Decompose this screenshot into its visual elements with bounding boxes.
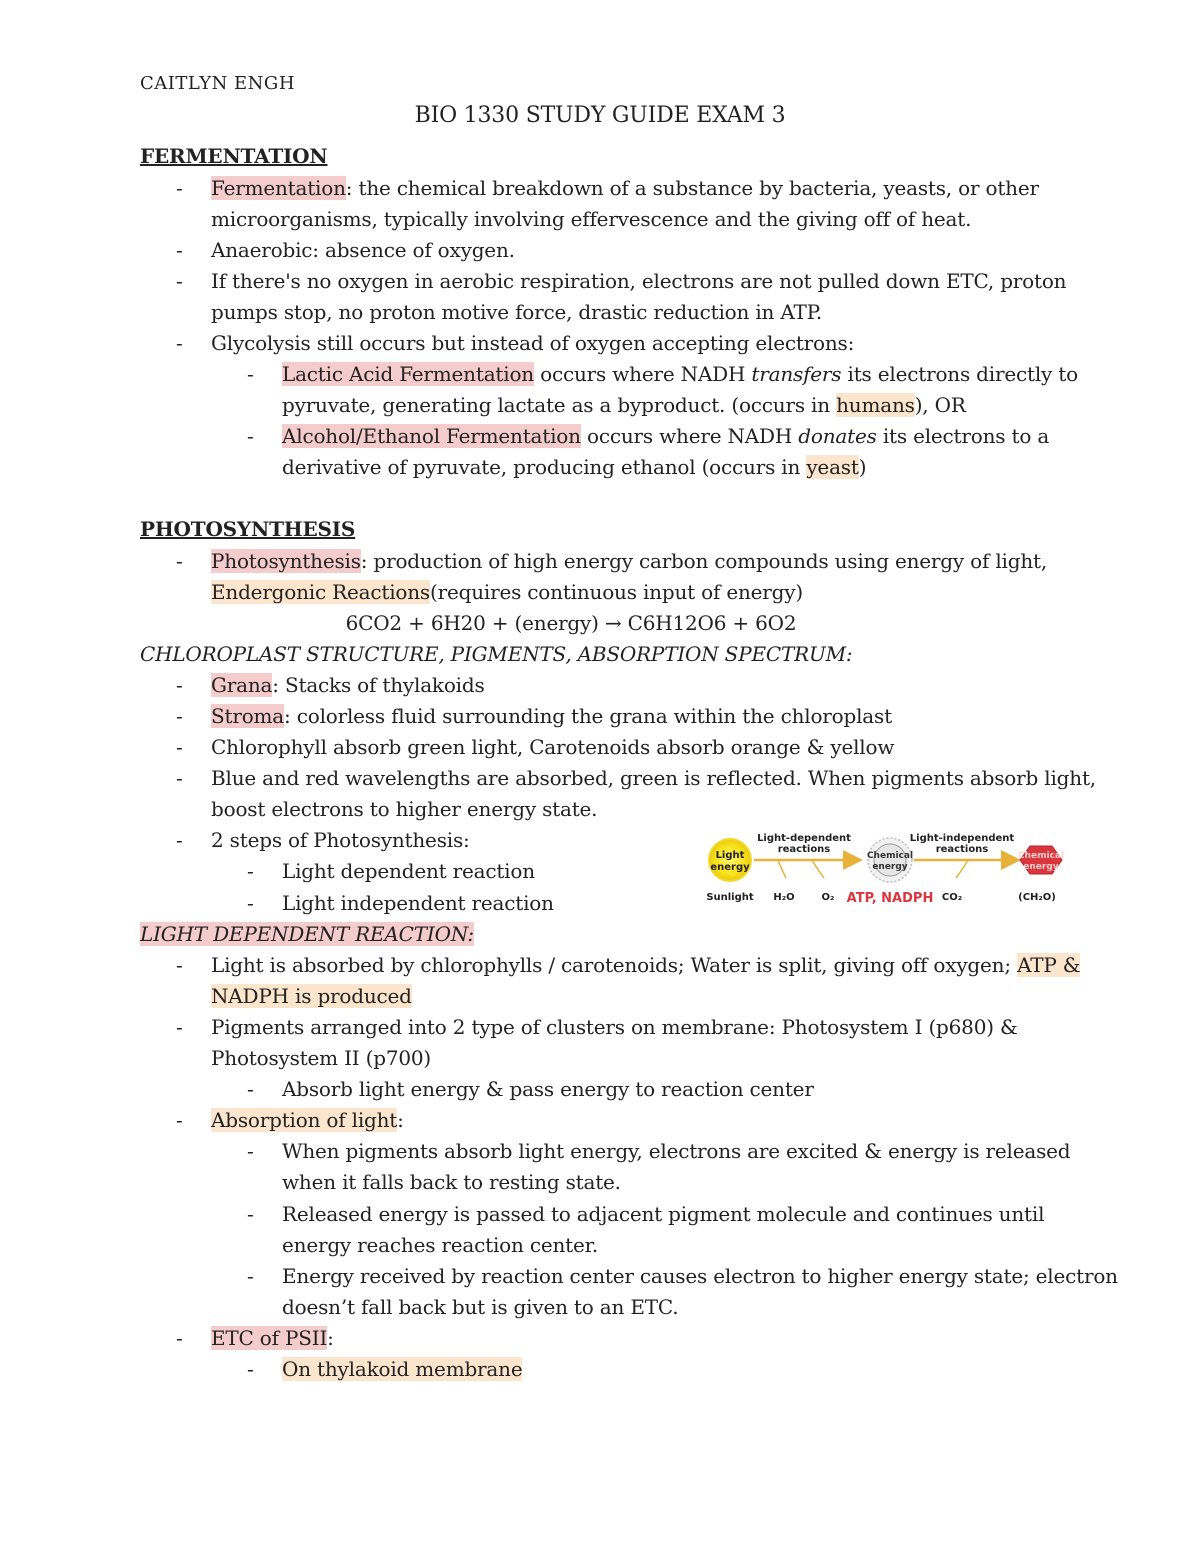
bullet-text: occurs where NADH — [580, 424, 799, 448]
bullet-dash: - — [247, 1264, 254, 1288]
subbullet-light-independent: Light independent reaction — [282, 891, 554, 915]
bullet-text: its electrons to a — [876, 424, 1050, 448]
bullet-continuation — [282, 455, 866, 479]
bullet-dash: - — [247, 1202, 254, 1226]
highlight-term: Lactic Acid Fermentation — [282, 362, 534, 386]
bullet-dash: - — [247, 424, 254, 448]
bullet-glycolysis: Glycolysis still occurs but instead of oxygen accepting electrons: — [211, 331, 855, 355]
italic-word: transfers — [751, 362, 842, 386]
h2o-label: H₂O — [773, 892, 795, 903]
chemical-energy-label-1: Chemical — [866, 851, 914, 861]
bullet-continuation: energy reaches reaction center. — [282, 1233, 598, 1257]
bullet-grana — [211, 673, 485, 697]
bullet-text: Light is absorbed by chlorophylls / carotenoids; Water is split, giving off oxygen; — [211, 953, 1018, 977]
highlight-term: NADPH is produced — [211, 984, 412, 1008]
subheading-chloroplast: CHLOROPLAST STRUCTURE, PIGMENTS, ABSORPTION SPECTRUM: — [140, 642, 853, 666]
bullet-continuation: pumps stop, no proton motive force, drastic reduction in ATP. — [211, 300, 823, 324]
highlight-term: Alcohol/Ethanol Fermentation — [282, 424, 581, 448]
bullet-dash: - — [176, 549, 183, 573]
author-name: CAITLYN ENGH — [140, 73, 296, 94]
bullet-continuation: boost electrons to higher energy state. — [211, 797, 598, 821]
bullet-text: (requires continuous input of energy) — [430, 580, 803, 604]
highlight-term: Photosynthesis — [211, 549, 361, 573]
bullet-continuation: doesn’t fall back but is given to an ETC. — [282, 1295, 679, 1319]
photosynthesis-diagram — [700, 826, 1070, 910]
bullet-dash: - — [176, 1326, 183, 1350]
ch2o-label: (CH₂O) — [1018, 892, 1056, 903]
photosynthesis-equation: 6CO2 + 6H20 + (energy) → C6H12O6 + 6O2 — [345, 611, 797, 635]
bullet-dash: - — [176, 735, 183, 759]
bullet-text: ) — [858, 455, 867, 479]
subbullet-light-dependent: Light dependent reaction — [282, 859, 535, 883]
document-title: BIO 1330 STUDY GUIDE EXAM 3 — [414, 103, 786, 128]
bullet-text: : colorless fluid surrounding the grana within the chloroplast — [284, 704, 892, 728]
bullet-text: : production of high energy carbon compounds using energy of light, — [360, 549, 1048, 573]
bullet-text: occurs where NADH — [533, 362, 752, 386]
o2-output-arrow — [812, 860, 824, 878]
bullet-dash: - — [176, 673, 183, 697]
bullet-dash: - — [176, 828, 183, 852]
ld-reactions-label-1: Light-dependent — [757, 833, 851, 844]
bullet-dash: - — [176, 269, 183, 293]
bullet-text: : the chemical breakdown of a substance by bacteria, yeasts, or other — [345, 176, 1039, 200]
highlight-term: ATP & — [1017, 953, 1081, 977]
bullet-dash: - — [176, 176, 183, 200]
highlight-term: ETC of PSII — [211, 1326, 328, 1350]
bullet-fermentation-definition — [211, 176, 1039, 200]
bullet-two-steps: 2 steps of Photosynthesis: — [211, 828, 470, 852]
bullet-text: its electrons directly to — [841, 362, 1078, 386]
bullet-dash: - — [247, 1139, 254, 1163]
highlight-term: On thylakoid membrane — [282, 1357, 523, 1381]
chemical-energy-output-label-2: energy — [1023, 862, 1059, 872]
bullet-stroma — [211, 704, 892, 728]
bullet-dash: - — [176, 953, 183, 977]
highlight-term: LIGHT DEPENDENT REACTION: — [140, 922, 474, 946]
highlight-term: Fermentation — [211, 176, 346, 200]
bullet-text: derivative of pyruvate, producing ethanol (occurs in — [282, 455, 807, 479]
subheading-light-dependent — [140, 922, 474, 946]
sunlight-label: Sunlight — [706, 892, 754, 903]
subbullet-reaction-center: Energy received by reaction center causes electron to higher energy state; electron — [282, 1264, 1118, 1288]
bullet-dash: - — [247, 1357, 254, 1381]
bullet-text: : Stacks of thylakoids — [272, 673, 485, 697]
bullet-dash: - — [176, 1108, 183, 1132]
bullet-text: : — [397, 1108, 404, 1132]
bullet-absorption-of-light — [211, 1108, 404, 1132]
chemical-energy-label-2: energy — [872, 862, 908, 872]
bullet-dash: - — [247, 1077, 254, 1101]
bullet-photosynthesis-definition — [211, 549, 1047, 573]
bullet-pigments-arranged: Pigments arranged into 2 type of clusters on membrane: Photosystem I (p680) & — [211, 1015, 1018, 1039]
bullet-dash: - — [176, 238, 183, 262]
bullet-dash: - — [176, 704, 183, 728]
subbullet-alcohol — [282, 424, 1049, 448]
bullet-light-absorbed — [211, 953, 1080, 977]
highlight-term: humans — [836, 393, 915, 417]
subbullet-thylakoid — [282, 1357, 522, 1381]
bullet-text: : — [327, 1326, 334, 1350]
bullet-wavelengths: Blue and red wavelengths are absorbed, green is reflected. When pigments absorb light, — [211, 766, 1096, 790]
li-reactions-label-1: Light-independent — [909, 833, 1015, 844]
li-reactions-label-2: reactions — [935, 844, 989, 855]
bullet-dash: - — [176, 331, 183, 355]
co2-label: CO₂ — [941, 892, 963, 903]
bullet-text: ), OR — [914, 393, 966, 417]
light-energy-label-2: energy — [710, 862, 750, 873]
section-heading-fermentation: FERMENTATION — [140, 144, 328, 168]
h2o-input-arrow — [778, 860, 786, 878]
subbullet-absorb-pass: Absorb light energy & pass energy to reaction center — [282, 1077, 814, 1101]
chemical-energy-output-label-1: Chemical — [1017, 851, 1065, 861]
bullet-dash: - — [176, 766, 183, 790]
subbullet-excited: When pigments absorb light energy, electrons are excited & energy is released — [282, 1139, 1071, 1163]
co2-input-arrow — [956, 860, 968, 878]
subbullet-released-energy: Released energy is passed to adjacent pigment molecule and continues until — [282, 1202, 1045, 1226]
highlight-term: Stroma — [211, 704, 285, 728]
light-energy-label-1: Light — [715, 850, 745, 861]
section-heading-photosynthesis: PHOTOSYNTHESIS — [140, 517, 356, 541]
bullet-continuation: when it falls back to resting state. — [282, 1170, 621, 1194]
bullet-dash: - — [247, 891, 254, 915]
bullet-continuation — [282, 393, 966, 417]
o2-label: O₂ — [821, 892, 835, 903]
bullet-continuation: Photosystem II (p700) — [211, 1046, 432, 1070]
bullet-chlorophyll: Chlorophyll absorb green light, Carotenoids absorb orange & yellow — [211, 735, 895, 759]
italic-word: donates — [798, 424, 877, 448]
bullet-etc-psii — [211, 1326, 334, 1350]
highlight-term: yeast — [806, 455, 859, 479]
atp-nadph-label: ATP, NADPH — [846, 891, 934, 906]
photosynthesis-diagram-svg — [700, 826, 1070, 910]
bullet-dash: - — [176, 1015, 183, 1039]
highlight-term: Grana — [211, 673, 273, 697]
bullet-continuation: microorganisms, typically involving effervescence and the giving off of heat. — [211, 207, 972, 231]
bullet-continuation — [211, 580, 803, 604]
bullet-dash: - — [247, 362, 254, 386]
bullet-anaerobic: Anaerobic: absence of oxygen. — [211, 238, 515, 262]
bullet-text: pyruvate, generating lactate as a byproduct. (occurs in — [282, 393, 837, 417]
highlight-term: Absorption of light — [211, 1108, 398, 1132]
ld-reactions-label-2: reactions — [777, 844, 831, 855]
highlight-term: Endergonic Reactions — [211, 580, 430, 604]
subbullet-lactic-acid — [282, 362, 1078, 386]
bullet-dash: - — [247, 859, 254, 883]
bullet-continuation — [211, 984, 412, 1008]
bullet-no-oxygen: If there's no oxygen in aerobic respiration, electrons are not pulled down ETC, proton — [211, 269, 1067, 293]
